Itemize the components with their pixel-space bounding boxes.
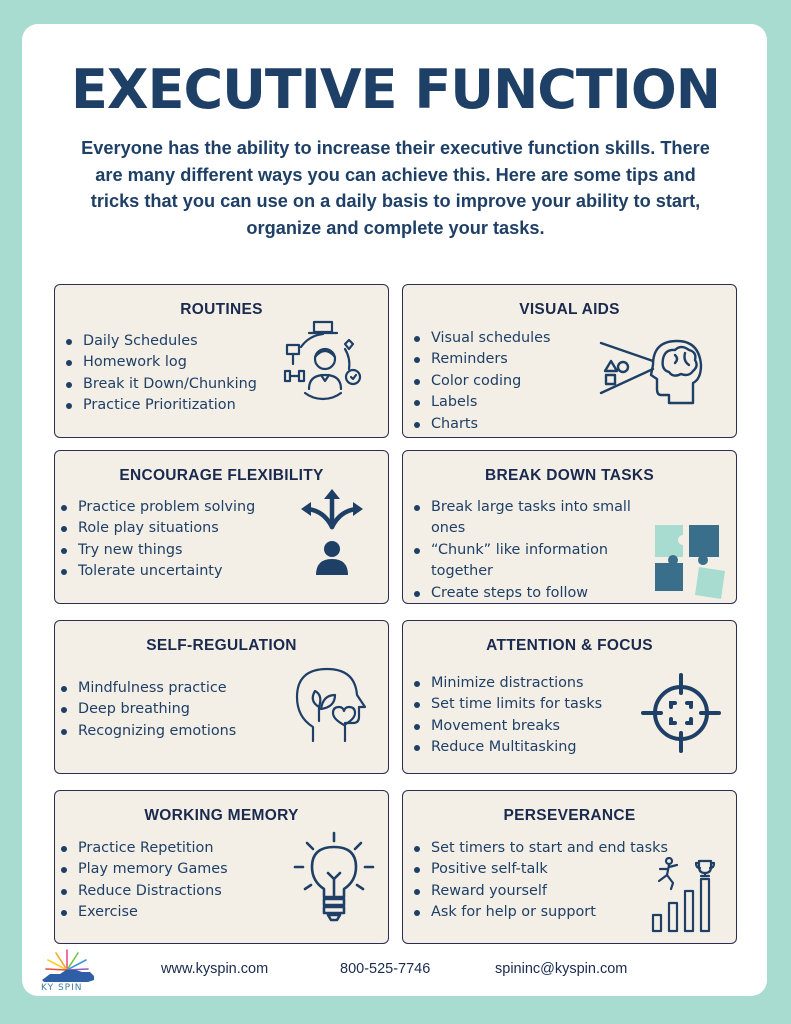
- card-break-down-tasks: [402, 450, 737, 604]
- list-item: Recognizing emotions: [52, 721, 236, 742]
- card-visual-aids: [402, 284, 737, 438]
- card-working-memory: [54, 790, 389, 944]
- card-list: [57, 331, 257, 417]
- head-heart-icon: [293, 665, 369, 745]
- list-item: Color coding: [405, 371, 551, 392]
- list-item: Tolerate uncertainty: [52, 561, 255, 582]
- card-perseverance: [402, 790, 737, 944]
- list-item: Break large tasks into small ones: [405, 497, 655, 540]
- list-item: Set timers to start and end tasks: [405, 838, 668, 859]
- card-list: [52, 497, 255, 583]
- list-item: Play memory Games: [52, 859, 228, 880]
- list-item: Daily Schedules: [57, 331, 257, 352]
- card-heading: ROUTINES: [180, 301, 263, 318]
- intro-paragraph: Everyone has the ability to increase their executive function skills. There are many different ways you can achieve this. Here are some tips and tricks that you can use on a daily basis to improve your ability to start, organize and complete your tasks.: [81, 138, 710, 238]
- card-self-regulation: [54, 620, 389, 774]
- list-item: Movement breaks: [405, 716, 602, 737]
- card-encourage-flexibility: [54, 450, 389, 604]
- list-item: Mindfulness practice: [52, 678, 236, 699]
- list-item: Exercise: [52, 902, 228, 923]
- list-item: Visual schedules: [405, 328, 551, 349]
- routine-person-icon: [281, 319, 369, 403]
- card-heading: ENCOURAGE FLEXIBILITY: [119, 467, 324, 484]
- card-heading: VISUAL AIDS: [519, 301, 620, 318]
- card-list: [405, 838, 668, 924]
- list-item: Reminders: [405, 349, 551, 370]
- list-item: Practice Repetition: [52, 838, 228, 859]
- card-routines: [54, 284, 389, 438]
- list-item: Practice problem solving: [52, 497, 255, 518]
- lightbulb-icon: [291, 831, 377, 923]
- stairs-trophy-icon: [647, 857, 723, 935]
- page-title: EXECUTIVE FUNCTION: [71, 58, 720, 121]
- card-heading: ATTENTION & FOCUS: [486, 637, 653, 654]
- list-item: Positive self-talk: [405, 859, 668, 880]
- list-item: Try new things: [52, 540, 255, 561]
- list-item: Homework log: [57, 352, 257, 373]
- list-item: Reward yourself: [405, 881, 668, 902]
- person-arrows-icon: [299, 489, 365, 577]
- card-attention-focus: [402, 620, 737, 774]
- list-item: Role play situations: [52, 518, 255, 539]
- list-item: Ask for help or support: [405, 902, 668, 923]
- target-crosshair-icon: [641, 673, 721, 753]
- card-list: [405, 673, 602, 759]
- footer-phone: 800-525-7746: [340, 961, 431, 977]
- list-item: Minimize distractions: [405, 673, 602, 694]
- card-heading: PERSEVERANCE: [503, 807, 636, 824]
- card-list: [52, 678, 236, 742]
- head-vision-icon: [597, 337, 705, 413]
- card-heading: BREAK DOWN TASKS: [485, 467, 654, 484]
- card-list: [405, 497, 655, 604]
- footer-email-link[interactable]: spininc@kyspin.com: [495, 961, 628, 977]
- list-item: Charts: [405, 414, 551, 435]
- puzzle-icon: [653, 523, 733, 601]
- list-item: Reduce Multitasking: [405, 737, 602, 758]
- card-heading: SELF-REGULATION: [146, 637, 297, 654]
- list-item: “Chunk” like information together: [405, 540, 655, 583]
- list-item: Deep breathing: [52, 699, 236, 720]
- list-item: Reduce Distractions: [52, 881, 228, 902]
- list-item: Break it Down/Chunking: [57, 374, 257, 395]
- card-list: [405, 328, 551, 435]
- list-item: Set time limits for tasks: [405, 694, 602, 715]
- logo-text: KY SPIN: [41, 983, 83, 993]
- card-heading: WORKING MEMORY: [144, 807, 299, 824]
- list-item: Labels: [405, 392, 551, 413]
- footer-website-link[interactable]: www.kyspin.com: [161, 961, 269, 977]
- list-item: Practice Prioritization: [57, 395, 257, 416]
- card-list: [52, 838, 228, 924]
- list-item: Create steps to follow: [405, 583, 655, 604]
